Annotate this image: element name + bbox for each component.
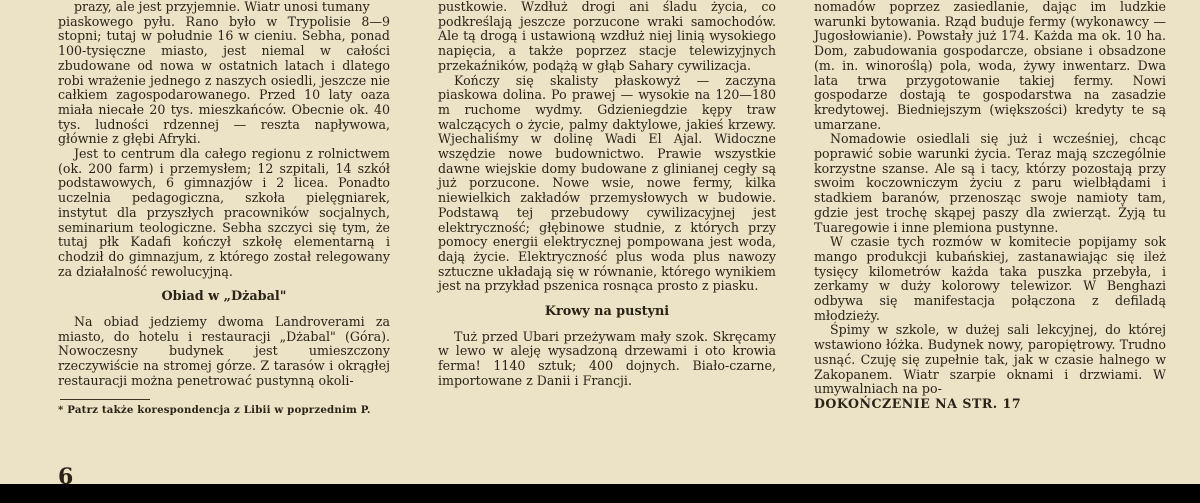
paragraph: Kończy się skalisty płaskowyż — zaczyna piaskowa dolina. Po prawej — wysokie na 120—180 m ruchome wydmy. Gdzieniegdzie kępy traw walczących o życie, palmy daktylowe, jakieś krzewy. Wjechaliśmy w dolinę Wadi El Ajal. Widoczne wszędzie nowe budownictwo. Prawie wszystkie dawne wiejskie domy budowane z glinianej cegły są już porzucone. Nowe wsie, nowe fermy, kilka niewielkich zakładów przemysłowych w budowie. Podstawą tej przebudowy cywilizacyjnej jest elektryczność; głębinowe studnie, z których przy pomocy energii elektrycznej pompowana jest woda, dają życie. Elektryczność plus woda plus nawozy sztuczne układają się w równanie, którego wynikiem jest na przykład pszenica rosnąca prosto z piasku. [438, 72, 776, 294]
article-column-1 [58, 0, 390, 484]
paragraph: Nomadowie osiedlali się już i wcześniej, chcąc poprawić sobie warunki życia. Teraz mają szczególnie korzystne szanse. Ale są i tacy, którzy pozostają przy swoim koczowniczym życiu z paru wielbłądami i stadkiem baranów, przenosząc swoje namioty tam, gdzie jest trochę skąpej paszy dla zwierząt. Żyją tu Tuaregowie i inne plemiona pustynne. [814, 131, 1166, 235]
section-heading: Obiad w „Dżabal" [161, 289, 287, 305]
article-column-2 [438, 0, 776, 484]
paragraph: Tuż przed Ubari przeżywam mały szok. Skręcamy w lewo w aleję wysadzoną drzewami i oto krowia ferma! 1140 sztuk; 400 dojnych. Biało-czarne, importowane z Danii i Francji. [438, 328, 776, 388]
footnote: * Patrz także korespondencja z Libii w poprzednim P. [58, 403, 371, 416]
cut-line: prazy, ale jest przyjemnie. Wiatr unosi tumany [74, 0, 370, 14]
paragraph: W czasie tych rozmów w komitecie popijamy sok mango produkcji kubańskiej, zastanawiając się ileż tysięcy kilometrów każda taka puszka przebyła, i zerkamy w duży kolorowy telewizor. W Benghazi odbywa się manifestacja połączona z defiladą młodzieży. [814, 234, 1166, 323]
footnote-divider [60, 399, 150, 400]
paragraph: pustkowie. Wzdłuż drogi ani śladu życia, co podkreślają jeszcze porzucone wraki samochodów. Ale tą drogą i ustawioną wzdłuż niej linią wysokiego napięcia, a także poprzez stacje telewizyjnych przekaźników, podążą w głąb Sahary cywilizacja. [438, 0, 776, 73]
paragraph: Jest to centrum dla całego regionu z rolnictwem (ok. 200 farm) i przemysłem; 12 szpitali, 14 szkół podstawowych, 6 gimnazjów i 2 licea. Ponadto uczelnia pedagogiczna, szkoła pielęgniarek, instytut dla przyszłych pracowników socjalnych, seminarium teologiczne. Sebha szczyci się tym, że tutaj płk Kadafi kończył szkołę elementarną i chodził do gimnazjum, z którego został relegowany za działalność rewolucyjną. [58, 146, 390, 279]
article-column-3 [814, 0, 1166, 484]
paragraph: Na obiad jedziemy dwoma Landroverami za miasto, do hotelu i restauracji „Dżabal" (Góra). Nowoczesny budynek jest umieszczony rzeczywiście na stromej górze. Z tarasów i okrągłej restauracji można penetrować pustynną okoli- [58, 314, 390, 388]
continued-on-label: DOKOŃCZENIE NA STR. 17 [814, 395, 1022, 411]
paragraph: piaskowego pyłu. Rano było w Trypolisie 8—9 stopni; tutaj w południe 16 w cieniu. Sebha, ponad 100-tysięczne miasto, jest niemal w całości zbudowane od nowa w ostatnich latach i dlatego robi wrażenie jednego z naszych osiedli, jeszcze nie całkiem zagospodarowanego. Przed 10 laty oaza miała niecałe 20 tys. mieszkańców. Obecnie ok. 40 tys. ludności rdzennej — reszta napływowa, głównie z głębi Afryki. [58, 13, 390, 147]
paragraph: nomadów poprzez zasiedlanie, dając im ludzkie warunki bytowania. Rząd buduje fermy (wykonawcy — Jugosłowianie). Powstały już 174. Każda ma ok. 10 ha. Dom, zabudowania gospodarcze, obsiane i obsadzone (m. in. winoroślą) pola, woda, żywy inwentarz. Dwa lata trwa przygotowanie takiej fermy. Nowi gospodarze dostają te gospodarstwa na zasadzie kredytowej. Biedniejszym (większości) kredyty te są umarzane. [814, 0, 1166, 132]
paragraph: Śpimy w szkole, w dużej sali lekcyjnej, do której wstawiono łóżka. Budynek nowy, paropiętrowy. Trudno usnąć. Czuję się zupełnie tak, jak w czasie halnego w Zakopanem. Wiatr szarpie oknami i drzwiami. W umywalniach na po- [814, 322, 1166, 397]
page-number: 6 [58, 464, 74, 490]
section-heading: Krowy na pustyni [544, 304, 670, 320]
